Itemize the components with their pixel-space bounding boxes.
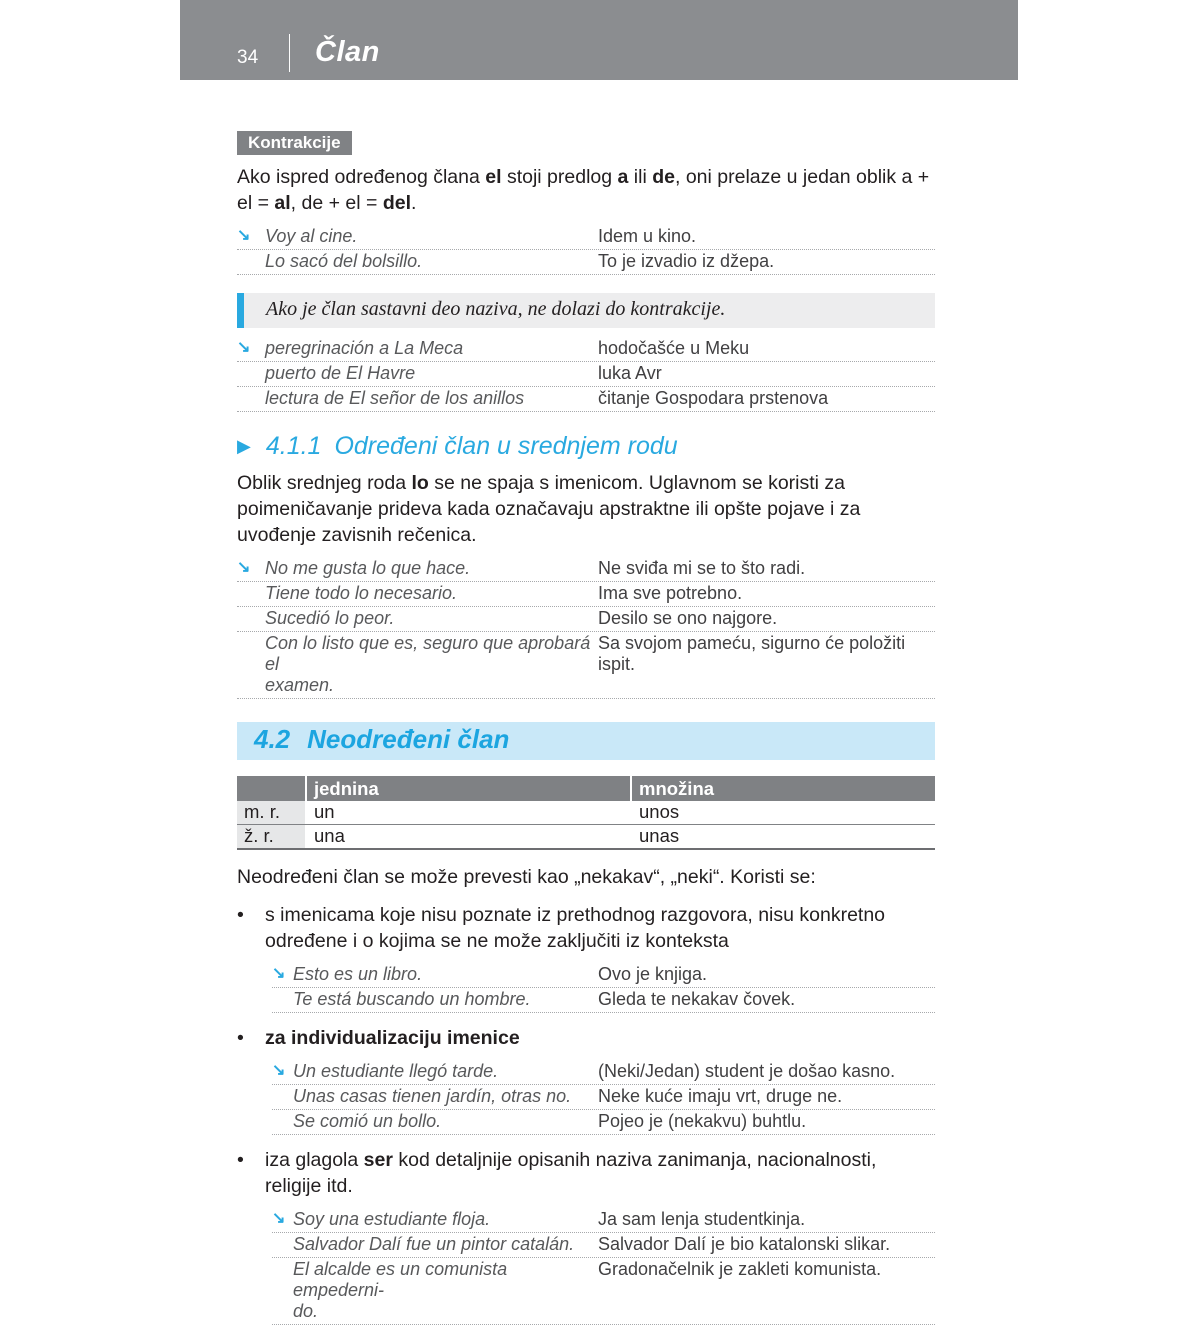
- example-serbian: To je izvadio iz džepa.: [598, 251, 775, 271]
- examples-bullet-3: [272, 1208, 935, 1325]
- table-row-feminine: [237, 825, 935, 850]
- example-arrow-icon: ↘: [272, 1210, 286, 1227]
- examples-neuter: [237, 557, 935, 699]
- row-label: m. r.: [237, 801, 307, 824]
- example-row: [237, 225, 935, 250]
- example-spanish: Un estudiante llegó tarde.: [293, 1061, 499, 1081]
- page-content: [180, 80, 1018, 1325]
- example-spanish: Unas casas tienen jardín, otras no.: [293, 1086, 572, 1106]
- example-spanish: No me gusta lo que hace.: [265, 558, 471, 578]
- example-row: [237, 557, 935, 582]
- example-row: [272, 1110, 935, 1135]
- example-row: [272, 1233, 935, 1258]
- cell-plural: unas: [639, 825, 680, 846]
- section-heading-42: [237, 722, 935, 760]
- header-divider: [289, 34, 290, 72]
- example-serbian: Idem u kino.: [598, 226, 697, 246]
- example-row: [237, 632, 935, 699]
- examples-contractions: [237, 225, 935, 275]
- example-row: [272, 1208, 935, 1233]
- example-serbian: (Neki/Jedan) student je došao kasno.: [598, 1061, 896, 1081]
- indefinite-article-table: [237, 776, 935, 850]
- example-serbian: Ovo je knjiga.: [598, 964, 708, 984]
- bullet-icon: •: [237, 1027, 244, 1049]
- bullet-text: iza glagola ser kod detaljnije opisanih naziva zanimanja, nacionalnosti, religije itd.: [265, 1149, 877, 1197]
- example-serbian: Desilo se ono najgore.: [598, 608, 778, 628]
- section-title: Određeni član u srednjem rodu: [334, 432, 678, 460]
- bullet-text: za individualizaciju imenice: [265, 1027, 520, 1049]
- example-spanish: lectura de El señor de los anillos: [265, 388, 525, 408]
- example-spanish: Tiene todo lo necesario.: [265, 583, 457, 603]
- example-row: [237, 582, 935, 607]
- bullet-icon: •: [237, 904, 244, 926]
- kontrakcije-paragraph: Ako ispred određenog člana el stoji predlog a ili de, oni prelaze u jedan oblik a + el = al, de + el = del.: [237, 166, 930, 214]
- example-spanish: Sucedió lo peor.: [265, 608, 395, 628]
- note-text: Ako je član sastavni deo naziva, ne dolazi do kontrakcije.: [266, 298, 726, 320]
- cell-singular: una: [307, 825, 632, 848]
- example-row: [237, 362, 935, 387]
- note-accent-bar: [237, 293, 244, 328]
- bullet-text: s imenicama koje nisu poznate iz prethodnog razgovora, nisu konkretno određene i o kojima se ne može zaključiti iz konteksta: [265, 904, 886, 952]
- table-header-plural: množina: [632, 776, 935, 801]
- example-serbian: Gleda te nekakav čovek.: [598, 989, 796, 1009]
- example-spanish: Salvador Dalí fue un pintor catalán.: [293, 1234, 575, 1254]
- example-serbian: Gradonačelnik je zakleti komunista.: [598, 1259, 882, 1279]
- example-row: [272, 1258, 935, 1325]
- example-serbian: Pojeo je (nekakvu) buhtlu.: [598, 1111, 807, 1131]
- row-label: ž. r.: [237, 825, 307, 848]
- example-serbian: Salvador Dalí je bio katalonski slikar.: [598, 1234, 891, 1254]
- example-row: [237, 387, 935, 412]
- example-serbian: luka Avr: [598, 363, 662, 383]
- example-spanish: Lo sacó del bolsillo.: [265, 251, 423, 271]
- example-row: [237, 337, 935, 362]
- bullet-item-2: [237, 1025, 935, 1051]
- table-header-row: [237, 776, 935, 801]
- table-header-singular: jednina: [307, 776, 632, 801]
- example-spanish: peregrinación a La Meca: [265, 338, 464, 358]
- examples-names: [237, 337, 935, 412]
- bullet-icon: •: [237, 1149, 244, 1171]
- example-serbian: hodočašće u Meku: [598, 338, 750, 358]
- example-spanish: El alcalde es un comunista empederni- do.: [293, 1259, 508, 1321]
- example-serbian: Neke kuće imaju vrt, druge ne.: [598, 1086, 843, 1106]
- section-heading-411: [237, 432, 935, 461]
- example-serbian: Ima sve potrebno.: [598, 583, 743, 603]
- example-serbian: Sa svojom pameću, sigurno će položiti ispit.: [598, 633, 906, 674]
- example-spanish: Con lo listo que es, seguro que aprobará el examen.: [265, 633, 591, 695]
- section-title: Neodređeni član: [307, 724, 510, 754]
- example-spanish: Soy una estudiante floja.: [293, 1209, 491, 1229]
- examples-bullet-2: [272, 1060, 935, 1135]
- bullet-item-1: [237, 902, 935, 954]
- example-row: [272, 1060, 935, 1085]
- example-spanish: Te está buscando un hombre.: [293, 989, 531, 1009]
- example-arrow-icon: ↘: [237, 559, 251, 576]
- section-number: 4.2: [254, 724, 291, 754]
- bullet-item-3: [237, 1147, 935, 1199]
- example-serbian: čitanje Gospodara prstenova: [598, 388, 829, 408]
- note-box: [237, 293, 935, 328]
- page: [180, 0, 1018, 1325]
- examples-bullet-1: [272, 963, 935, 1013]
- example-spanish: Se comió un bollo.: [293, 1111, 442, 1131]
- cell-plural: unos: [639, 801, 680, 822]
- chapter-title: Član: [315, 36, 380, 68]
- kontrakcije-badge: Kontrakcije: [237, 131, 352, 155]
- example-row: [237, 607, 935, 632]
- page-header: [180, 0, 1018, 80]
- cell-singular: un: [307, 801, 632, 824]
- page-number: 34: [237, 47, 259, 68]
- triangle-icon: ▶: [237, 436, 251, 456]
- example-arrow-icon: ↘: [272, 1062, 286, 1079]
- example-spanish: puerto de El Havre: [265, 363, 416, 383]
- example-row: [237, 250, 935, 275]
- example-row: [272, 963, 935, 988]
- example-arrow-icon: ↘: [237, 339, 251, 356]
- neuter-paragraph: Oblik srednjeg roda lo se ne spaja s imenicom. Uglavnom se koristi za poimeničavanje prideva kada označavaju apstraktne ili opšte pojave i za uvođenje zavisnih rečenica.: [237, 472, 861, 546]
- example-spanish: Voy al cine.: [265, 226, 358, 246]
- example-row: [272, 1085, 935, 1110]
- table-row-masculine: [237, 801, 935, 825]
- section-number: 4.1.1: [265, 432, 322, 460]
- table-header-empty: [237, 776, 307, 801]
- indefinite-intro-paragraph: Neodređeni član se može prevesti kao „nekakav“, „neki“. Koristi se:: [237, 866, 816, 888]
- example-spanish: Esto es un libro.: [293, 964, 423, 984]
- example-row: [272, 988, 935, 1013]
- example-arrow-icon: ↘: [272, 965, 286, 982]
- example-serbian: Ja sam lenja studentkinja.: [598, 1209, 806, 1229]
- example-arrow-icon: ↘: [237, 227, 251, 244]
- example-serbian: Ne sviđa mi se to što radi.: [598, 558, 806, 578]
